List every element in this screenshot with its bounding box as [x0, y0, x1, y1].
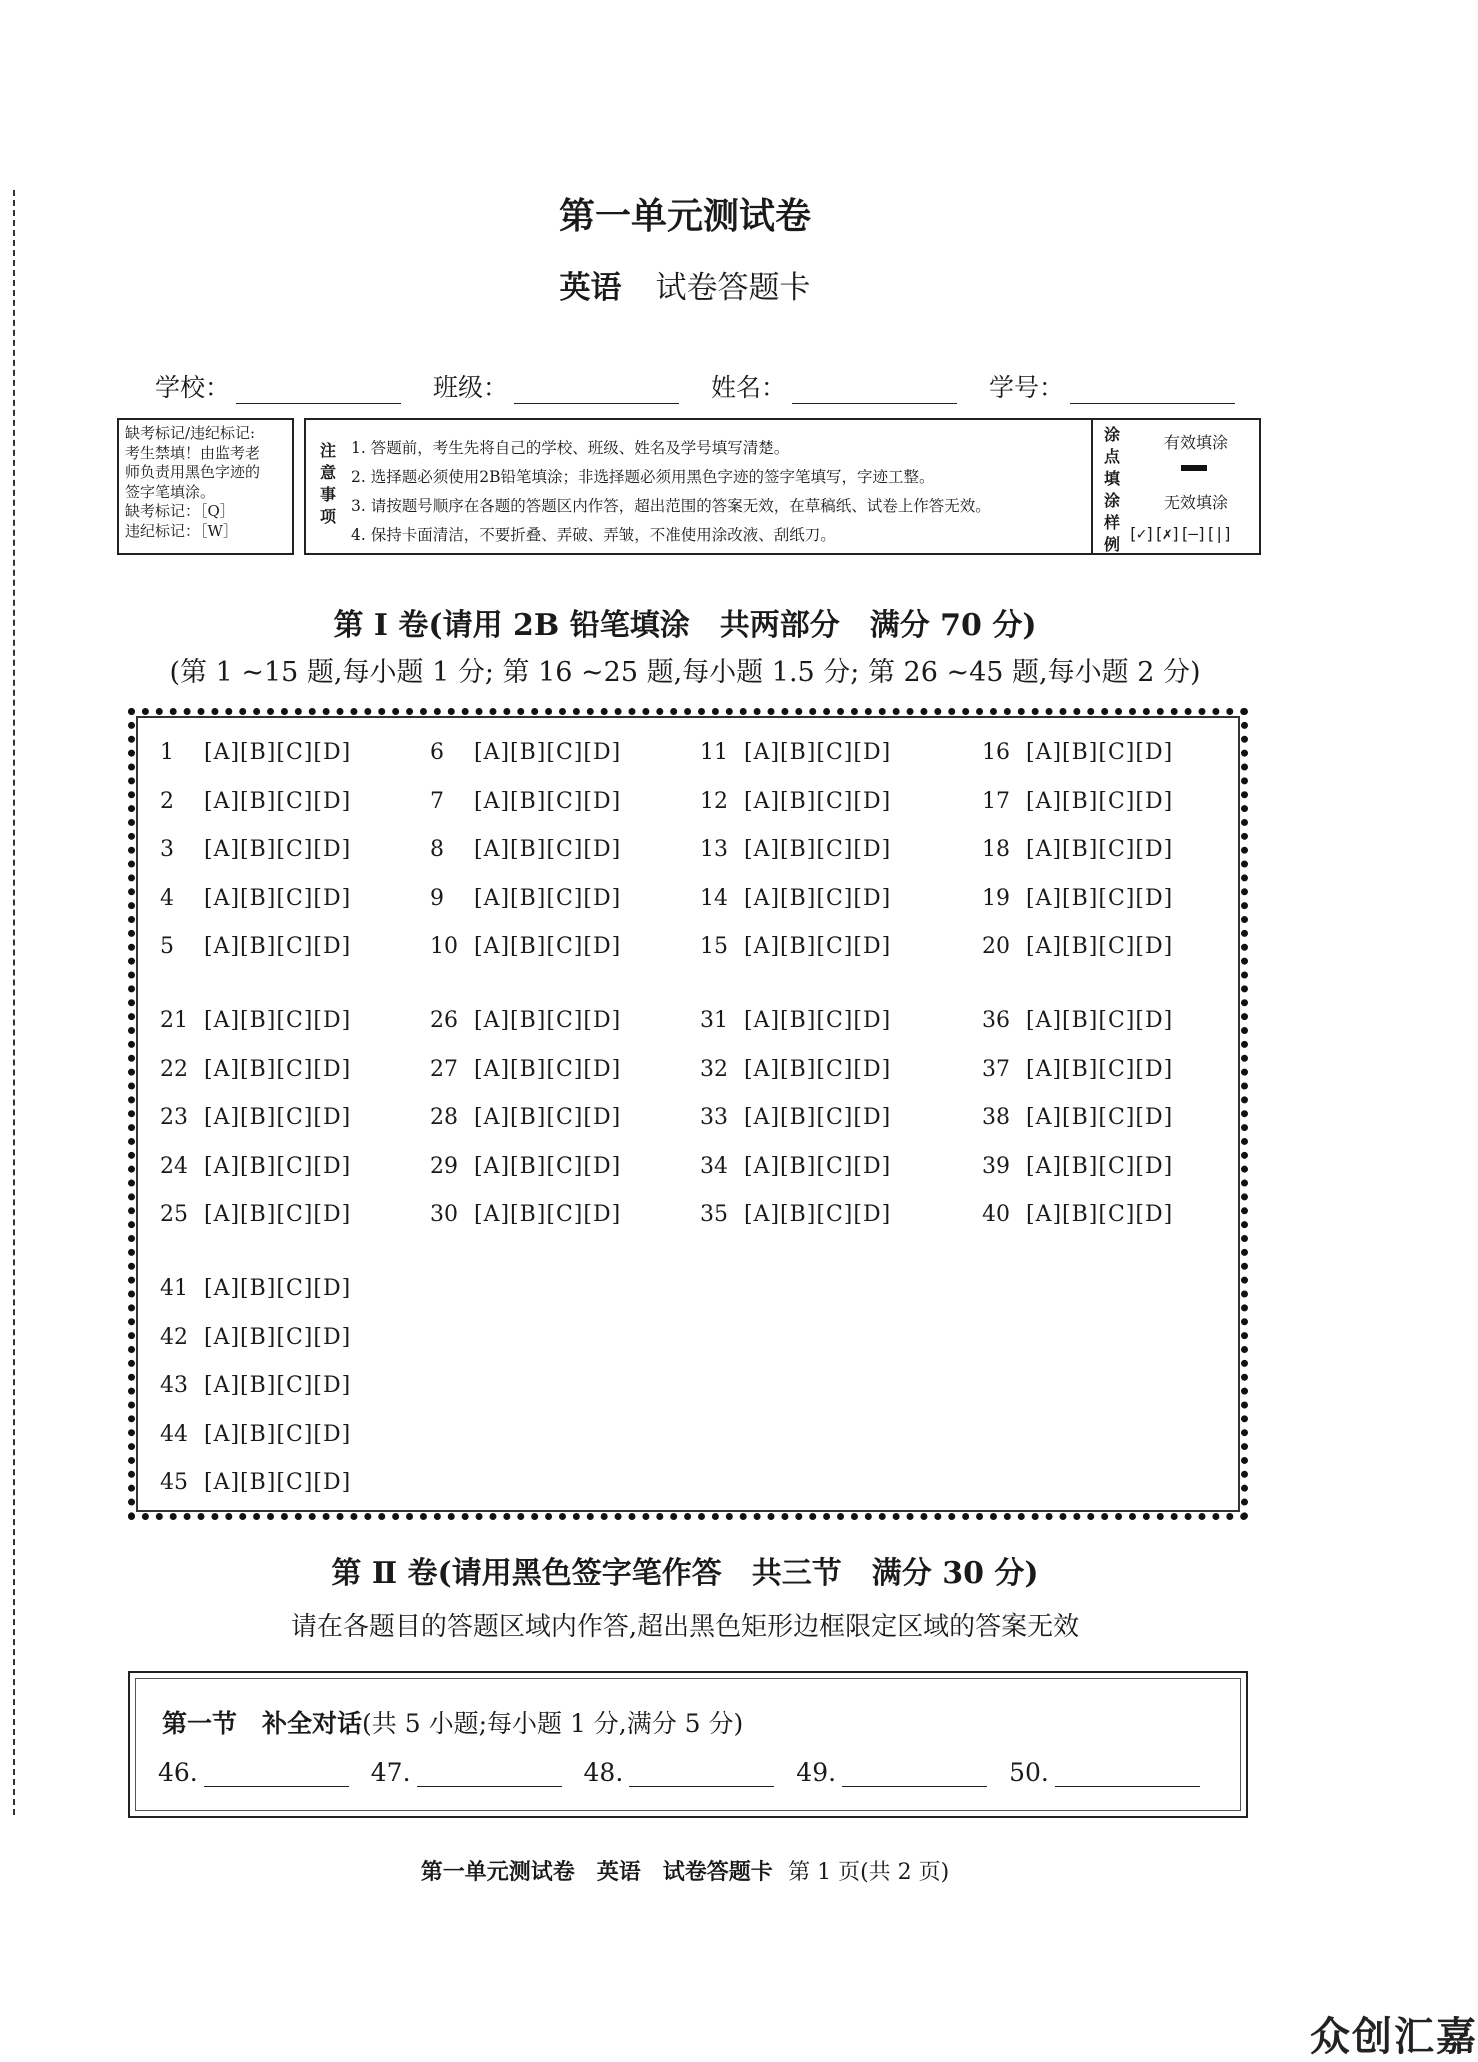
blank-number: 46. — [158, 1758, 198, 1787]
answer-options[interactable]: [A][B][C][D] — [204, 1202, 352, 1227]
choice-question[interactable] — [160, 1105, 351, 1130]
choice-question[interactable] — [430, 837, 621, 862]
class-field[interactable] — [433, 368, 679, 404]
question-number: 17 — [982, 788, 1010, 814]
notes-heading-char: 事 — [319, 485, 336, 504]
question-number: 40 — [982, 1202, 1010, 1227]
page-subtitle — [0, 262, 1370, 307]
choice-question[interactable] — [700, 1008, 891, 1033]
blank-number: 50. — [1009, 1758, 1049, 1787]
choice-question[interactable] — [430, 789, 621, 814]
answer-options[interactable]: [A][B][C][D] — [1026, 837, 1174, 862]
answer-options[interactable]: [A][B][C][D] — [204, 1324, 352, 1350]
choice-question[interactable] — [982, 1202, 1173, 1227]
question-number: 12 — [700, 788, 728, 814]
choice-question[interactable] — [160, 934, 351, 959]
student-info-row — [155, 368, 1235, 404]
answer-blank[interactable] — [158, 1758, 349, 1787]
question-number: 10 — [430, 934, 458, 959]
answer-options[interactable]: [A][B][C][D] — [1026, 934, 1174, 959]
section1-desc: (第 1 ~15 题,每小题 1 分; 第 16 ~25 题,每小题 1.5 分; 第 26 ~45 题,每小题 2 分) — [169, 657, 1201, 688]
choice-question[interactable] — [430, 1008, 621, 1033]
section1-title: 第 I 卷(请用 2B 铅笔填涂 共两部分 满分 70 分) — [333, 608, 1037, 643]
question-number: 41 — [160, 1276, 188, 1301]
answer-options[interactable]: [A][B][C][D] — [744, 1105, 892, 1130]
answer-options[interactable]: [A][B][C][D] — [204, 788, 352, 814]
answer-options[interactable]: [A][B][C][D] — [204, 740, 352, 765]
school-label: 学校： — [155, 373, 231, 402]
choice-question[interactable] — [160, 1325, 351, 1350]
question-number: 30 — [430, 1202, 458, 1227]
question-number: 5 — [160, 934, 174, 959]
answer-options[interactable]: [A][B][C][D] — [744, 934, 892, 959]
card-name: 试卷答题卡 — [655, 270, 811, 306]
choice-question[interactable] — [982, 1057, 1173, 1082]
question-number: 22 — [160, 1056, 188, 1082]
answer-options[interactable]: [A][B][C][D] — [1026, 788, 1174, 814]
choice-question[interactable] — [160, 1154, 351, 1179]
valid-fill-mark-icon — [1181, 465, 1207, 471]
answer-options[interactable]: [A][B][C][D] — [744, 788, 892, 814]
answer-options[interactable]: [A][B][C][D] — [474, 934, 622, 959]
question-number: 4 — [160, 885, 174, 911]
notes-heading-char: 项 — [319, 507, 336, 526]
answer-options[interactable]: [A][B][C][D] — [204, 934, 352, 959]
answer-blank[interactable] — [1009, 1758, 1200, 1787]
answer-options[interactable]: [A][B][C][D] — [1026, 885, 1174, 911]
choice-question[interactable] — [430, 740, 621, 765]
choice-question[interactable] — [430, 1105, 621, 1130]
valid-fill-label: 有效填涂 — [1163, 433, 1228, 452]
absent-line: 缺考标记/违纪标记: — [125, 424, 256, 442]
answer-blank[interactable] — [371, 1758, 562, 1787]
answer-options[interactable]: [A][B][C][D] — [204, 1470, 352, 1495]
choice-question[interactable] — [700, 837, 891, 862]
absent-line: 师负责用黑色字迹的 — [125, 463, 261, 481]
choice-question[interactable] — [700, 1105, 891, 1130]
choice-question[interactable] — [430, 1057, 621, 1082]
student-id-field[interactable] — [989, 368, 1235, 404]
choice-question[interactable] — [700, 1057, 891, 1082]
notes-item: 2. 选择题必须使用2B铅笔填涂；非选择题必须用黑色字迹的签字笔填写，字迹工整。 — [351, 468, 935, 486]
choice-question[interactable] — [700, 789, 891, 814]
choice-question[interactable] — [160, 1202, 351, 1227]
blank-line[interactable] — [842, 1762, 987, 1787]
choice-question[interactable] — [700, 1154, 891, 1179]
watermark-logo: 众创汇嘉 — [1310, 2014, 1478, 2060]
invalid-fill-label: 无效填涂 — [1163, 493, 1228, 512]
school-input-line[interactable] — [236, 377, 401, 404]
blank-number: 49. — [796, 1758, 837, 1787]
page-title: 第一单元测试卷 — [558, 195, 811, 237]
section2-title: 第 Ⅱ 卷(请用黑色签字笔作答 共三节 满分 30 分) — [331, 1556, 1039, 1591]
question-number: 26 — [430, 1008, 458, 1033]
answer-options[interactable]: [A][B][C][D] — [204, 1056, 352, 1082]
question-number: 11 — [700, 740, 728, 765]
answer-options[interactable]: [A][B][C][D] — [474, 885, 622, 911]
answer-options[interactable]: [A][B][C][D] — [204, 1153, 352, 1179]
answer-options[interactable]: [A][B][C][D] — [204, 1105, 352, 1130]
choice-question[interactable] — [430, 1154, 621, 1179]
notes-heading-char: 注 — [319, 441, 336, 460]
choice-question[interactable] — [982, 740, 1173, 765]
answer-options[interactable]: [A][B][C][D] — [744, 1056, 892, 1082]
notes-item: 3. 请按题号顺序在各题的答题区内作答，超出范围的答案无效，在草稿纸、试卷上作答无效。 — [351, 497, 991, 515]
answer-options[interactable]: [A][B][C][D] — [474, 788, 622, 814]
answer-options[interactable]: [A][B][C][D] — [204, 1276, 352, 1301]
choice-question[interactable] — [982, 1008, 1173, 1033]
blank-line[interactable] — [204, 1762, 349, 1787]
answer-options[interactable]: [A][B][C][D] — [474, 740, 622, 765]
choice-question[interactable] — [700, 934, 891, 959]
name-field[interactable] — [711, 368, 957, 404]
absent-mark-box — [117, 418, 294, 555]
answer-options[interactable]: [A][B][C][D] — [744, 1202, 892, 1227]
answer-options[interactable]: [A][B][C][D] — [1026, 1056, 1174, 1082]
fill-heading-char: 样 — [1103, 513, 1120, 532]
answer-options[interactable]: [A][B][C][D] — [1026, 1105, 1174, 1130]
choice-question[interactable] — [700, 740, 891, 765]
fill-heading-char: 涂 — [1103, 491, 1120, 510]
question-number: 39 — [982, 1153, 1010, 1179]
question-number: 43 — [160, 1373, 188, 1398]
question-number: 23 — [160, 1105, 188, 1130]
choice-question[interactable] — [160, 740, 351, 765]
fill-heading-char: 填 — [1103, 469, 1120, 488]
question-number: 2 — [160, 788, 174, 814]
question-number: 1 — [160, 740, 174, 765]
answer-options[interactable]: [A][B][C][D] — [204, 1008, 352, 1033]
question-number: 3 — [160, 837, 174, 862]
choice-question[interactable] — [982, 1154, 1173, 1179]
choice-question[interactable] — [160, 1057, 351, 1082]
blank-line[interactable] — [1055, 1762, 1200, 1787]
choice-question[interactable] — [982, 789, 1173, 814]
answer-options[interactable]: [A][B][C][D] — [744, 837, 892, 862]
question-number: 37 — [982, 1056, 1010, 1082]
question-number: 19 — [982, 885, 1010, 911]
question-number: 8 — [430, 837, 444, 862]
answer-options[interactable]: [A][B][C][D] — [1026, 1153, 1174, 1179]
blank-number: 47. — [370, 1758, 411, 1787]
student-id-label: 学号： — [988, 373, 1064, 402]
subject-label: 英语 — [559, 270, 622, 306]
question-number: 20 — [982, 934, 1010, 959]
page-footer — [0, 1855, 1370, 1886]
choice-question[interactable] — [982, 1105, 1173, 1130]
choice-question[interactable] — [430, 934, 621, 959]
question-number: 36 — [982, 1008, 1010, 1033]
question-number: 6 — [430, 740, 444, 765]
notes-divider — [1091, 420, 1093, 553]
fill-heading-char: 例 — [1103, 535, 1120, 554]
answer-options[interactable]: [A][B][C][D] — [744, 740, 892, 765]
notes-list — [351, 434, 1091, 550]
answer-options[interactable]: [A][B][C][D] — [474, 1153, 622, 1179]
answer-options[interactable]: [A][B][C][D] — [204, 837, 352, 862]
choice-question[interactable] — [160, 837, 351, 862]
choice-question[interactable] — [982, 886, 1173, 911]
answer-options[interactable]: [A][B][C][D] — [744, 1153, 892, 1179]
part1-name: 第一节 补全对话 — [162, 1709, 363, 1738]
blank-line[interactable] — [629, 1762, 774, 1787]
name-input-line[interactable] — [792, 377, 957, 404]
answer-options[interactable]: [A][B][C][D] — [1026, 1202, 1174, 1227]
question-number: 15 — [700, 934, 728, 959]
question-number: 13 — [700, 837, 728, 862]
answer-options[interactable]: [A][B][C][D] — [204, 885, 352, 911]
answer-options[interactable]: [A][B][C][D] — [204, 1373, 352, 1398]
question-number: 38 — [982, 1105, 1010, 1130]
question-number: 21 — [160, 1008, 188, 1033]
question-number: 14 — [700, 885, 728, 911]
answer-options[interactable]: [A][B][C][D] — [474, 1008, 622, 1033]
blank-number: 48. — [583, 1758, 624, 1787]
question-number: 25 — [160, 1202, 188, 1227]
choice-question[interactable] — [160, 1276, 351, 1301]
choice-question[interactable] — [430, 1202, 621, 1227]
choice-question[interactable] — [430, 886, 621, 911]
answer-blank[interactable] — [584, 1758, 775, 1787]
choice-question[interactable] — [982, 837, 1173, 862]
question-number: 34 — [700, 1153, 728, 1179]
answer-options[interactable]: [A][B][C][D] — [1026, 740, 1174, 765]
question-number: 28 — [430, 1105, 458, 1130]
absent-mark-option[interactable]: 缺考标记：［Q］ — [125, 502, 235, 520]
question-number: 16 — [982, 740, 1010, 765]
question-number: 18 — [982, 837, 1010, 862]
notes-box — [304, 418, 1261, 555]
notes-item: 1. 答题前，考生先将自己的学校、班级、姓名及学号填写清楚。 — [351, 439, 790, 457]
question-number: 27 — [430, 1056, 458, 1082]
notes-heading — [318, 440, 338, 528]
question-number: 33 — [700, 1105, 728, 1130]
question-number: 31 — [700, 1008, 728, 1033]
answer-options[interactable]: [A][B][C][D] — [474, 1105, 622, 1130]
fill-heading-char: 点 — [1103, 447, 1120, 466]
question-number: 42 — [160, 1324, 188, 1350]
name-label: 姓名： — [710, 373, 786, 402]
invalid-fill-samples-icon: [✓][✗][—][|] — [1128, 524, 1232, 543]
class-input-line[interactable] — [514, 377, 679, 404]
question-number: 35 — [700, 1202, 728, 1227]
choice-question[interactable] — [982, 934, 1173, 959]
fill-example-heading — [1101, 424, 1123, 556]
answer-options[interactable]: [A][B][C][D] — [1026, 1008, 1174, 1033]
part1-title — [162, 1704, 743, 1740]
choice-question[interactable] — [160, 789, 351, 814]
footer-page-number: 第 1 页(共 2 页) — [788, 1860, 950, 1885]
part1-desc: (共 5 小题;每小题 1 分,满分 5 分) — [362, 1709, 744, 1738]
answer-options[interactable]: [A][B][C][D] — [474, 1056, 622, 1082]
answer-options[interactable]: [A][B][C][D] — [204, 1421, 352, 1447]
absent-line: 签字笔填涂。 — [125, 482, 216, 501]
student-id-input-line[interactable] — [1070, 377, 1235, 404]
question-number: 32 — [700, 1056, 728, 1082]
question-number: 44 — [160, 1421, 188, 1447]
choice-question[interactable] — [700, 1202, 891, 1227]
part1-blanks — [158, 1758, 1218, 1787]
question-number: 45 — [160, 1470, 188, 1495]
class-label: 班级： — [432, 373, 508, 402]
answer-options[interactable]: [A][B][C][D] — [744, 885, 892, 911]
question-number: 7 — [430, 788, 444, 814]
choice-question[interactable] — [160, 1008, 351, 1033]
answer-options[interactable]: [A][B][C][D] — [744, 1008, 892, 1033]
choice-question[interactable] — [160, 1422, 351, 1447]
part1-inner-border — [135, 1678, 1241, 1811]
answer-blank[interactable] — [796, 1758, 987, 1787]
footer-text: 第一单元测试卷 英语 试卷答题卡 — [420, 1859, 773, 1885]
choice-question[interactable] — [160, 886, 351, 911]
section2-desc: 请在各题目的答题区域内作答,超出黑色矩形边框限定区域的答案无效 — [290, 1612, 1080, 1642]
question-number: 24 — [160, 1153, 188, 1179]
fill-heading-char: 涂 — [1103, 425, 1120, 444]
question-number: 29 — [430, 1153, 458, 1179]
absent-line: 考生禁填！由监考老 — [125, 443, 261, 462]
choice-question[interactable] — [160, 1470, 351, 1495]
notes-item: 4. 保持卡面清洁，不要折叠、弄破、弄皱，不准使用涂改液、刮纸刀。 — [351, 526, 836, 544]
violation-mark-option[interactable]: 违纪标记：［W］ — [125, 521, 238, 540]
school-field[interactable] — [155, 368, 401, 404]
answer-options[interactable]: [A][B][C][D] — [474, 837, 622, 862]
question-number: 9 — [430, 885, 444, 911]
notes-heading-char: 意 — [319, 463, 336, 482]
choice-question[interactable] — [700, 886, 891, 911]
answer-options[interactable]: [A][B][C][D] — [474, 1202, 622, 1227]
blank-line[interactable] — [417, 1762, 562, 1787]
choice-question[interactable] — [160, 1373, 351, 1398]
